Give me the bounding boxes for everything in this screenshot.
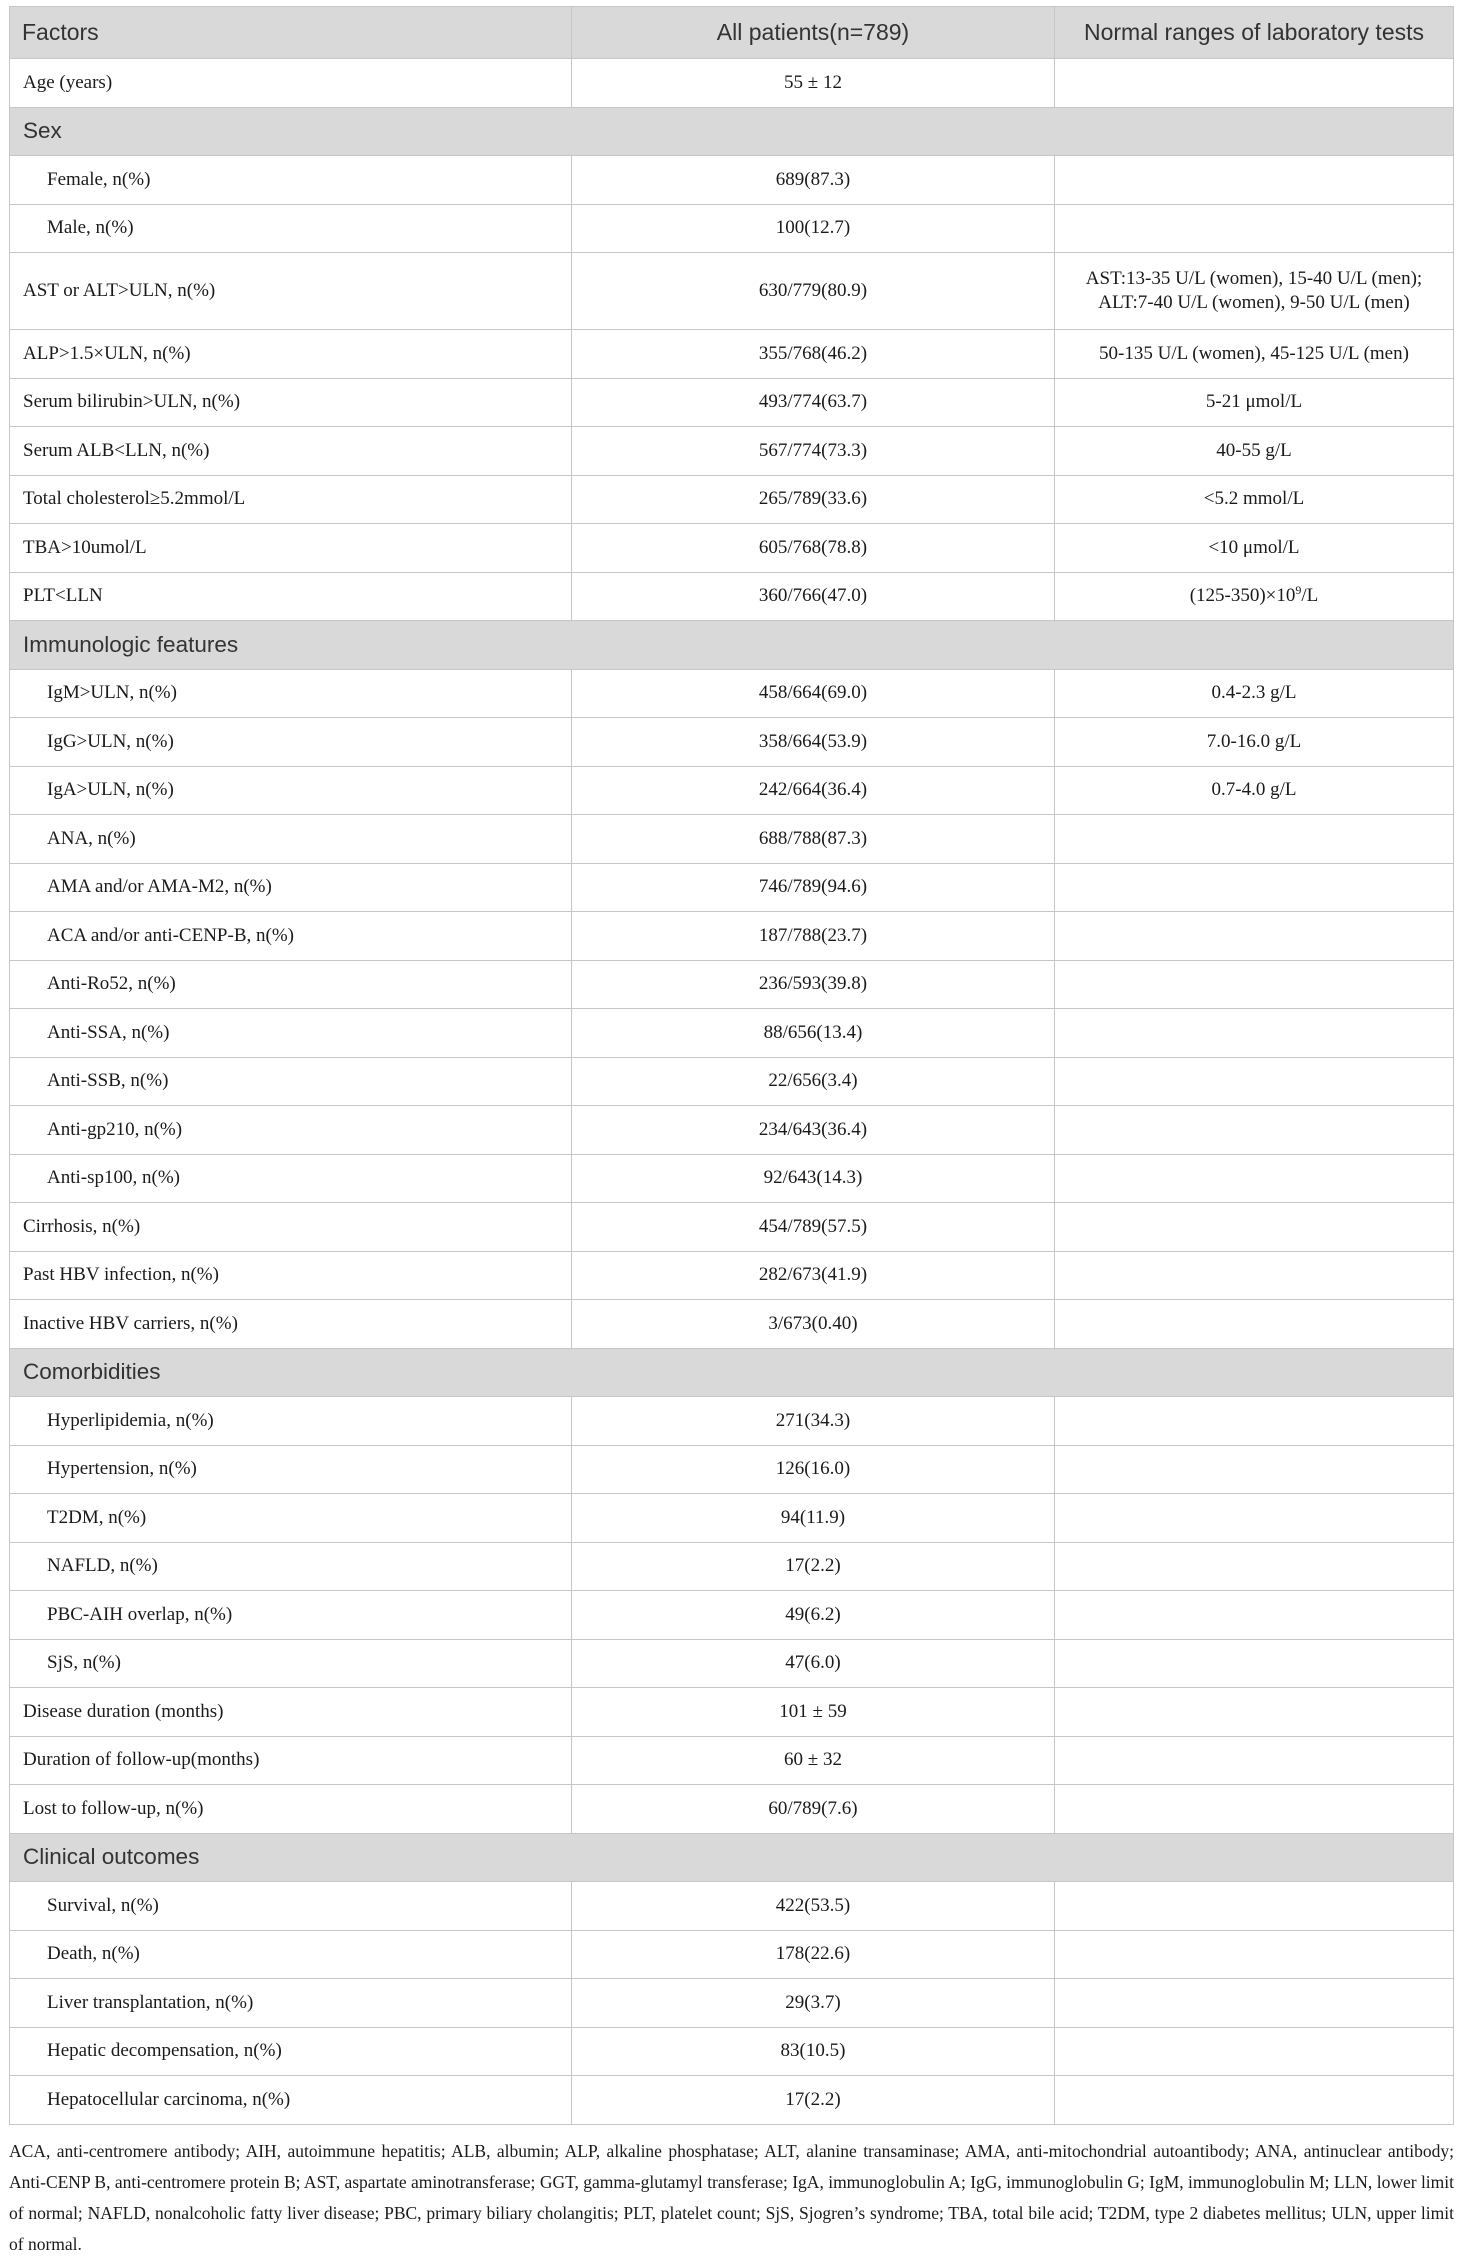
table-row: [10, 1300, 1453, 1349]
normal-range-cell: [1055, 1058, 1453, 1106]
normal-range-cell: [1055, 2076, 1453, 2124]
factor-label: Disease duration (months): [10, 1688, 572, 1736]
all-patients-value: 355/768(46.2): [572, 330, 1055, 378]
section-label: Immunologic features: [23, 631, 239, 657]
factor-label: Anti-SSA, n(%): [10, 1009, 572, 1057]
all-patients-value: 101 ± 59: [572, 1688, 1055, 1736]
factor-label: Hepatocellular carcinoma, n(%): [10, 2076, 572, 2124]
section-header-row: [10, 108, 1453, 157]
normal-range-cell: [1055, 1979, 1453, 2027]
table-row: [10, 1058, 1453, 1107]
factor-label: SjS, n(%): [10, 1640, 572, 1688]
normal-range-cell: [1055, 912, 1453, 960]
all-patients-value: 493/774(63.7): [572, 379, 1055, 427]
factor-label: Hepatic decompensation, n(%): [10, 2028, 572, 2076]
factor-label: PLT<LLN: [10, 573, 572, 621]
table-row: [10, 1203, 1453, 1252]
normal-range-cell: [1055, 961, 1453, 1009]
factor-label: ALP>1.5×ULN, n(%): [10, 330, 572, 378]
normal-range-cell: [1055, 1785, 1453, 1833]
table-row: [10, 1688, 1453, 1737]
table-row: [10, 670, 1453, 719]
factor-label: PBC-AIH overlap, n(%): [10, 1591, 572, 1639]
normal-range-cell: [1055, 156, 1453, 204]
normal-range-base: (125-350)×10: [1189, 585, 1296, 607]
normal-range-cell: [1055, 1688, 1453, 1736]
normal-range-cell: [1055, 1640, 1453, 1688]
all-patients-value: 88/656(13.4): [572, 1009, 1055, 1057]
table-row: [10, 573, 1453, 622]
table-row: [10, 205, 1453, 254]
table-row: [10, 156, 1453, 205]
factor-label: Death, n(%): [10, 1931, 572, 1979]
normal-range-value: 0.4-2.3 g/L: [1211, 682, 1297, 704]
all-patients-value: 630/779(80.9): [572, 253, 1055, 329]
all-patients-value: 242/664(36.4): [572, 767, 1055, 815]
all-patients-value: 746/789(94.6): [572, 864, 1055, 912]
all-patients-value: 178(22.6): [572, 1931, 1055, 1979]
all-patients-value: 17(2.2): [572, 1543, 1055, 1591]
normal-range-cell: [1055, 205, 1453, 253]
factor-label: AST or ALT>ULN, n(%): [10, 253, 572, 329]
factor-label: AMA and/or AMA-M2, n(%): [10, 864, 572, 912]
table-row: [10, 1785, 1453, 1834]
table-row: [10, 1543, 1453, 1592]
normal-range-value: 50-135 U/L (women), 45-125 U/L (men): [1099, 342, 1409, 364]
normal-range-cell: [1055, 1882, 1453, 1930]
table-row: [10, 718, 1453, 767]
normal-range-cell: [1055, 59, 1453, 107]
normal-range-value: [1055, 573, 1453, 621]
all-patients-value: 567/774(73.3): [572, 427, 1055, 475]
factor-label: IgG>ULN, n(%): [10, 718, 572, 766]
table-row: [10, 2028, 1453, 2077]
table-row: [10, 961, 1453, 1010]
table-header-row: [10, 7, 1453, 59]
normal-range-cell: [1055, 1931, 1453, 1979]
normal-range-cell: [1055, 1106, 1453, 1154]
factor-label: Hypertension, n(%): [10, 1446, 572, 1494]
table-row: [10, 1931, 1453, 1980]
all-patients-value: 271(34.3): [572, 1397, 1055, 1445]
normal-range-value: 7.0-16.0 g/L: [1206, 730, 1302, 752]
normal-range-cell: [1055, 864, 1453, 912]
factor-label: Survival, n(%): [10, 1882, 572, 1930]
table-row: [10, 864, 1453, 913]
factor-label: Total cholesterol≥5.2mmol/L: [10, 476, 572, 524]
table-row: [10, 1397, 1453, 1446]
all-patients-value: 92/643(14.3): [572, 1155, 1055, 1203]
table-row: [10, 476, 1453, 525]
normal-range-unit: /L: [1301, 585, 1319, 607]
normal-range-expression: [1190, 585, 1319, 607]
factor-label: Serum ALB<LLN, n(%): [10, 427, 572, 475]
table-row: [10, 330, 1453, 379]
all-patients-value: 126(16.0): [572, 1446, 1055, 1494]
all-patients-value: 100(12.7): [572, 205, 1055, 253]
normal-range-value: <5.2 mmol/L: [1203, 488, 1305, 510]
factor-label: T2DM, n(%): [10, 1494, 572, 1542]
factor-label: Lost to follow-up, n(%): [10, 1785, 572, 1833]
normal-range-cell: [1055, 1300, 1453, 1348]
all-patients-value: 29(3.7): [572, 1979, 1055, 2027]
all-patients-value: 3/673(0.40): [572, 1300, 1055, 1348]
all-patients-value: 454/789(57.5): [572, 1203, 1055, 1251]
table-row: [10, 1640, 1453, 1689]
table-row: [10, 1106, 1453, 1155]
table-row: [10, 912, 1453, 961]
table-row: [10, 1009, 1453, 1058]
all-patients-value: 358/664(53.9): [572, 718, 1055, 766]
table-row: [10, 427, 1453, 476]
normal-range-cell: [1055, 1009, 1453, 1057]
table-row: [10, 1979, 1453, 2028]
table-row: [10, 815, 1453, 864]
section-label: Comorbidities: [23, 1359, 161, 1385]
factor-label: NAFLD, n(%): [10, 1543, 572, 1591]
all-patients-value: 47(6.0): [572, 1640, 1055, 1688]
factor-label: Age (years): [10, 59, 572, 107]
normal-range-cell: [1055, 1155, 1453, 1203]
all-patients-value: 689(87.3): [572, 156, 1055, 204]
table-row: [10, 1591, 1453, 1640]
header-all-patients: All patients(n=789): [572, 7, 1055, 58]
table-row: [10, 524, 1453, 573]
table-row: [10, 1446, 1453, 1495]
normal-range-cell: [1055, 1252, 1453, 1300]
factor-label: Hyperlipidemia, n(%): [10, 1397, 572, 1445]
all-patients-value: 236/593(39.8): [572, 961, 1055, 1009]
table-row: [10, 1155, 1453, 1204]
factor-label: Male, n(%): [10, 205, 572, 253]
normal-range-cell: [1055, 1737, 1453, 1785]
section-header-row: [10, 1349, 1453, 1398]
all-patients-value: 22/656(3.4): [572, 1058, 1055, 1106]
all-patients-value: 422(53.5): [572, 1882, 1055, 1930]
normal-range-lines: [1086, 267, 1422, 315]
normal-range-cell: [1055, 1543, 1453, 1591]
normal-range-cell: [1055, 1494, 1453, 1542]
table-row: [10, 253, 1453, 330]
header-normal-ranges: Normal ranges of laboratory tests: [1083, 19, 1425, 45]
factor-label: Inactive HBV carriers, n(%): [10, 1300, 572, 1348]
table-row: [10, 2076, 1453, 2125]
table-row: [10, 767, 1453, 816]
all-patients-value: 55 ± 12: [572, 59, 1055, 107]
factor-label: Female, n(%): [10, 156, 572, 204]
all-patients-value: 605/768(78.8): [572, 524, 1055, 572]
all-patients-value: 49(6.2): [572, 1591, 1055, 1639]
all-patients-value: 282/673(41.9): [572, 1252, 1055, 1300]
all-patients-value: 234/643(36.4): [572, 1106, 1055, 1154]
normal-range-value: 5-21 μmol/L: [1205, 391, 1303, 413]
normal-range-value: 40-55 g/L: [1216, 439, 1292, 461]
factor-label: Liver transplantation, n(%): [10, 1979, 572, 2027]
table-row: [10, 59, 1453, 108]
header-factors: Factors: [10, 7, 572, 58]
all-patients-value: 187/788(23.7): [572, 912, 1055, 960]
section-label: Sex: [23, 118, 62, 144]
all-patients-value: 360/766(47.0): [572, 573, 1055, 621]
all-patients-value: 94(11.9): [572, 1494, 1055, 1542]
all-patients-value: 60/789(7.6): [572, 1785, 1055, 1833]
table-row: [10, 1882, 1453, 1931]
table-row: [10, 1252, 1453, 1301]
patient-characteristics-table: [9, 6, 1454, 2125]
normal-range-exponent: 9: [1295, 583, 1302, 598]
normal-range-cell: [1055, 1397, 1453, 1445]
normal-range-cell: [1055, 1591, 1453, 1639]
normal-range-line-ast: AST:13-35 U/L (women), 15-40 U/L (men);: [1085, 268, 1423, 289]
normal-range-cell: [1055, 1203, 1453, 1251]
factor-label: Serum bilirubin>ULN, n(%): [10, 379, 572, 427]
factor-label: Anti-SSB, n(%): [10, 1058, 572, 1106]
factor-label: ACA and/or anti-CENP-B, n(%): [10, 912, 572, 960]
factor-label: Anti-sp100, n(%): [10, 1155, 572, 1203]
factor-label: TBA>10umol/L: [10, 524, 572, 572]
normal-range-cell: [1055, 1446, 1453, 1494]
factor-label: Cirrhosis, n(%): [10, 1203, 572, 1251]
normal-range-cell: [1055, 2028, 1453, 2076]
section-label: Clinical outcomes: [23, 1844, 200, 1870]
table-row: [10, 1494, 1453, 1543]
normal-range-cell: [1055, 815, 1453, 863]
factor-label: ANA, n(%): [10, 815, 572, 863]
all-patients-value: 83(10.5): [572, 2028, 1055, 2076]
factor-label: IgA>ULN, n(%): [10, 767, 572, 815]
table-row: [10, 379, 1453, 428]
all-patients-value: 60 ± 32: [572, 1737, 1055, 1785]
all-patients-value: 17(2.2): [572, 2076, 1055, 2124]
factor-label: Past HBV infection, n(%): [10, 1252, 572, 1300]
factor-label: Duration of follow-up(months): [10, 1737, 572, 1785]
section-header-row: [10, 621, 1453, 670]
factor-label: Anti-gp210, n(%): [10, 1106, 572, 1154]
all-patients-value: 688/788(87.3): [572, 815, 1055, 863]
normal-range-value: 0.7-4.0 g/L: [1211, 779, 1297, 801]
all-patients-value: 265/789(33.6): [572, 476, 1055, 524]
normal-range-value: <10 μmol/L: [1208, 536, 1300, 558]
factor-label: IgM>ULN, n(%): [10, 670, 572, 718]
factor-label: Anti-Ro52, n(%): [10, 961, 572, 1009]
table-footnote: ACA, anti-centromere antibody; AIH, autoimmune hepatitis; ALB, albumin; ALP, alkaline phosphatase; ALT, alanine transaminase; AMA, anti-mitochondrial autoantibody; ANA, antinuclear antibody; Anti-CENP B, anti-centromere protein B; AST, aspartate aminotransferase; GGT, gamma-glutamyl transferase; IgA, immunoglobulin A; IgG, immunoglobulin G; IgM, immunoglobulin M; LLN, lower limit of normal; NAFLD, nonalcoholic fatty liver disease; PBC, primary biliary cholangitis; PLT, platelet count; SjS, Sjogren’s syndrome; TBA, total bile acid; T2DM, type 2 diabetes mellitus; ULN, upper limit of normal.: [9, 2141, 1454, 2254]
normal-range-line-alt: ALT:7-40 U/L (women), 9-50 U/L (men): [1098, 292, 1410, 313]
all-patients-value: 458/664(69.0): [572, 670, 1055, 718]
table-row: [10, 1737, 1453, 1786]
section-header-row: [10, 1834, 1453, 1883]
normal-range-value: [1055, 253, 1453, 329]
